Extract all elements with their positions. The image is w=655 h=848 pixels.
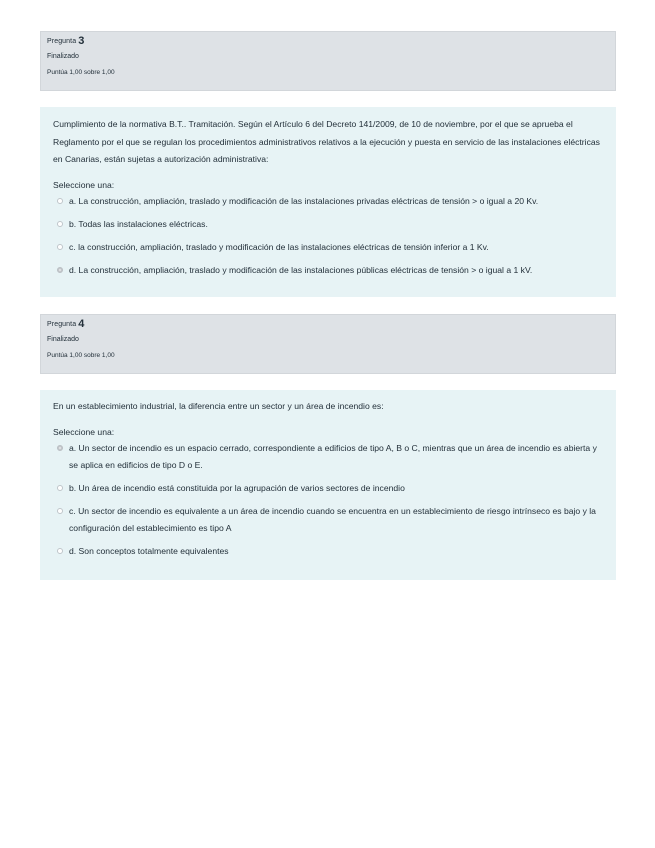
radio-button-selected[interactable] [57, 445, 63, 451]
question-state: Finalizado [47, 336, 79, 343]
question-label: Pregunta [47, 38, 77, 45]
answer-label: c. la construcción, ampliación, traslado y modificación de las instalaciones eléctricas de tensión inferior a 1 Kv. [69, 241, 489, 252]
question-number [47, 36, 609, 47]
answer-label: c. Un sector de incendio es equivalente a un área de incendio cuando se encuentra en un establecimiento de riesgo intrínseco es bajo y la configuración del establecimiento es tipo A [69, 505, 596, 533]
radio-button[interactable] [57, 548, 63, 554]
radio-button-selected[interactable] [57, 267, 63, 273]
answer-label: d. La construcción, ampliación, traslado y modificación de las instalaciones públicas eléctricas de tensión > o igual a 1 kV. [69, 264, 533, 275]
answer-option-a[interactable] [53, 193, 603, 210]
answer-option-c[interactable] [53, 503, 603, 537]
question-content-4 [40, 390, 616, 580]
answer-option-b[interactable] [53, 480, 603, 497]
answer-label: b. Todas las instalaciones eléctricas. [69, 218, 208, 229]
radio-button[interactable] [57, 221, 63, 227]
answer-option-d[interactable] [53, 543, 603, 560]
radio-button[interactable] [57, 198, 63, 204]
question-number-value: 3 [78, 35, 85, 47]
answer-option-b[interactable] [53, 216, 603, 233]
question-text: En un establecimiento industrial, la diferencia entre un sector y un área de incendio es: [53, 401, 384, 411]
question-number-value: 4 [78, 318, 85, 330]
question-grade: Puntúa 1,00 sobre 1,00 [47, 69, 115, 76]
answer-label: d. Son conceptos totalmente equivalentes [69, 545, 229, 556]
question-label: Pregunta [47, 321, 77, 328]
radio-button[interactable] [57, 508, 63, 514]
question-grade: Puntúa 1,00 sobre 1,00 [47, 352, 115, 359]
answer-option-a[interactable] [53, 440, 603, 474]
answer-list [53, 193, 603, 279]
answer-prompt: Seleccione una: [53, 179, 115, 190]
answer-option-c[interactable] [53, 239, 603, 256]
question-text: Cumplimiento de la normativa B.T.. Tramitación. Según el Artículo 6 del Decreto 141/2009, de 10 de noviembre, por el que se aprueba el Reglamento por el que se regulan los procedimientos administrativos relativos a la ejecución y puesta en servicio de las instalaciones eléctricas en Canarias, están sujetas a autorización administrativa: [53, 119, 600, 164]
question-info-3 [40, 31, 616, 91]
answer-list [53, 440, 603, 560]
question-content-3 [40, 107, 616, 297]
answer-option-d[interactable] [53, 262, 603, 279]
answer-prompt: Seleccione una: [53, 426, 115, 437]
answer-label: a. La construcción, ampliación, traslado y modificación de las instalaciones privadas eléctricas de tensión > o igual a 20 Kv. [69, 195, 539, 206]
radio-button[interactable] [57, 244, 63, 250]
question-info-4 [40, 314, 616, 374]
question-state: Finalizado [47, 53, 79, 60]
question-number [47, 319, 609, 330]
answer-label: a. Un sector de incendio es un espacio cerrado, correspondiente a edificios de tipo A, B o C, mientras que un área de incendio es abierta y se aplica en edificios de tipo D o E. [69, 442, 597, 470]
answer-label: b. Un área de incendio está constituida por la agrupación de varios sectores de incendio [69, 482, 405, 493]
radio-button[interactable] [57, 485, 63, 491]
